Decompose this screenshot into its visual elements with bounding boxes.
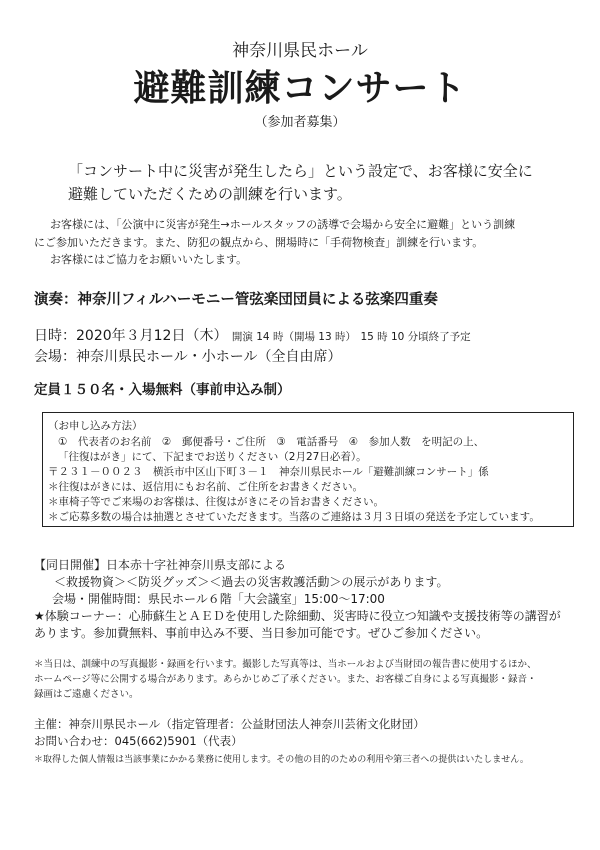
organizer-name: 神奈川県民ホール (232, 41, 368, 61)
page-subtitle: （参加者募集） (254, 115, 346, 130)
datetime-end: 15 時 10 分頃終了予定 (360, 331, 471, 343)
event-line-3: 会場・開催時間：県民ホール６階「大会議室」15:00～17:00 (52, 592, 385, 606)
event-line-5: あります。参加費無料、事前申込み不要、当日参加可能です。ぜひご参加ください。 (34, 626, 489, 640)
description-line-3: お客様にはご協力をお願いいたします。 (50, 253, 248, 266)
notice-line-1: ＊当日は、訓練中の写真撮影・録画を行います。撮影した写真等は、当ホールおよび当財団の報告書に使用するほか、 (34, 659, 537, 670)
event-line-4: ★体験コーナー：心肺蘇生とＡＥＤを使用した除細動、災害時に役立つ知識や支援技術等の講習が (34, 609, 561, 623)
notice-line-3: 録画はご遠慮ください。 (34, 689, 139, 700)
application-address: 〒２３１－００２３ 横浜市中区山下町３－１ 神奈川県民ホール「避難訓練コンサート」係 (48, 466, 489, 478)
notice-line-2: ホームページ等に公開する場合があります。あらかじめご了承ください。また、お客様ご自身による写真撮影・録音・ (34, 674, 537, 685)
application-note-2: ＊車椅子等でご来場のお客様は、往復はがきにその旨お書きください。 (48, 496, 384, 508)
application-note-3: ＊ご応募多数の場合は抽選とさせていただきます。当落のご連絡は３月３日頃の発送を予定しています。 (48, 511, 540, 523)
performance-info: 演奏：神奈川フィルハーモニー管弦楽団団員による弦楽四重奏 (34, 292, 438, 308)
application-note-1: ＊往復はがきには、返信用にもお名前、ご住所をお書きください。 (48, 481, 363, 493)
event-venue: 会場：神奈川県民ホール・小ホール（全自由席） (34, 349, 342, 365)
footer-contact: お問い合わせ：045(662)5901（代表） (34, 734, 243, 748)
lead-line-1: 「コンサート中に災害が発生したら」という設定で、お客様に安全に (68, 162, 533, 180)
page-title: 避難訓練コンサート (133, 68, 467, 109)
event-capacity: 定員１５０名・入場無料（事前申込み制） (34, 382, 291, 398)
footer-host: 主催：神奈川県民ホール（指定管理者：公益財団法人神奈川芸術文化財団） (34, 717, 425, 731)
description-line-1: お客様には、「公演中に災害が発生→ホールスタッフの誘導で会場から安全に避難」という訓練 (50, 218, 516, 231)
datetime-main: 日時：2020年３月12日（木） (34, 328, 228, 344)
description-line-2: にご参加いただきます。また、防犯の観点から、開場時に「手荷物検査」訓練を行います。 (34, 236, 484, 249)
event-datetime (34, 325, 471, 345)
application-line-1: ① 代表者のお名前 ② 郵便番号・ご住所 ③ 電話番号 ④ 参加人数 を明記の上、 (58, 436, 485, 448)
footer-privacy-note: ＊取得した個人情報は当該事業にかかる業務に使用します。その他の目的のための利用や第三者への提供はいたしません。 (34, 755, 529, 765)
event-line-2: ＜救援物資＞＜防災グッズ＞＜過去の災害救護活動＞の展示があります。 (54, 575, 449, 589)
event-line-1: 【同日開催】日本赤十字社神奈川県支部による (34, 558, 287, 572)
datetime-start: 開演 14 時（開場 13 時） (231, 331, 356, 343)
application-line-2: 「往復はがき」にて、下記までお送りください（2月27日必着）。 (58, 451, 367, 463)
application-heading: （お申し込み方法） (48, 420, 143, 432)
lead-line-2: 避難していただくための訓練を行います。 (68, 185, 352, 203)
